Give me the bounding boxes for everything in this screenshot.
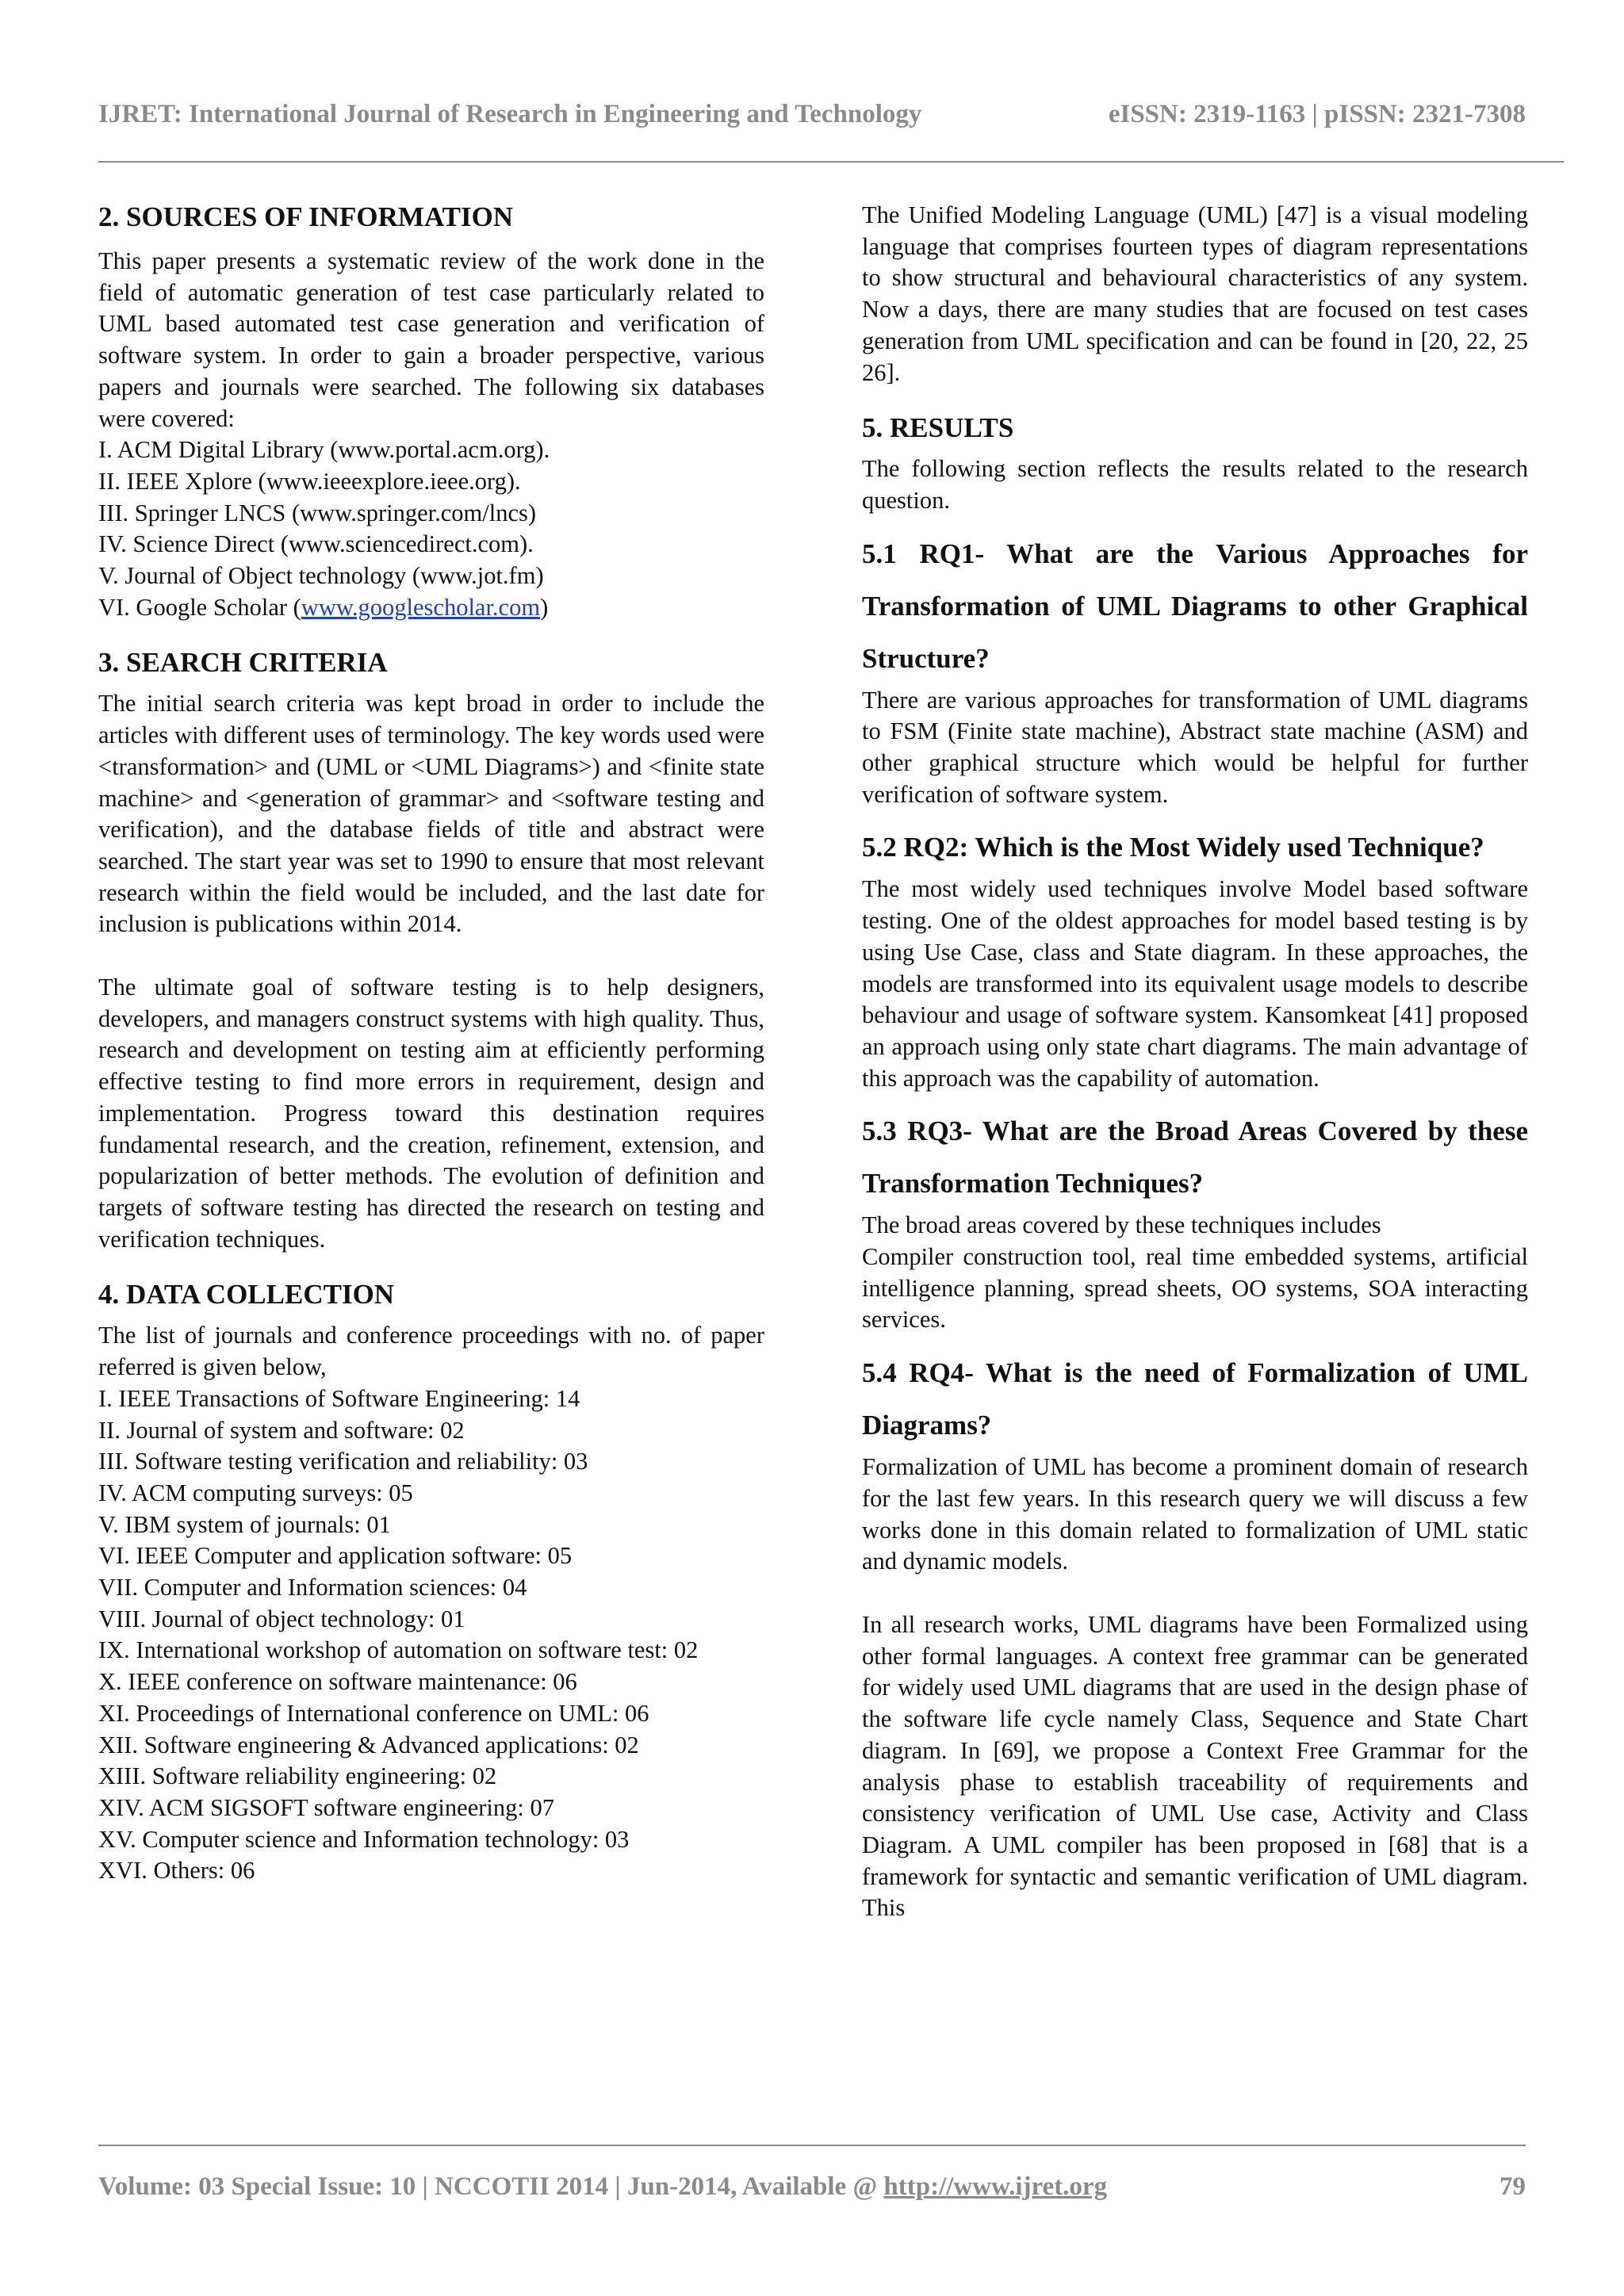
section-5-1-paragraph: There are various approaches for transformation of UML diagrams to FSM (Finite state machine), Abstract state machine (ASM) and other graphical structure which would be helpful for further verification of software system. [862,686,1528,808]
section-2-title: 2. SOURCES OF INFORMATION [98,201,514,232]
list-item: XI. Proceedings of International conference on UML: 06 [98,1699,649,1727]
list-item: XII. Software engineering & Advanced applications: 02 [98,1731,639,1758]
section-3-paragraph-1: The initial search criteria was kept broad in order to include the articles with different uses of terminology. The key words used were <transformation> and (UML or <UML Diagrams>) and <finite state machine> and <generation of grammar> and <software testing and verification), and the database fields of title and abstract were searched. The start year was set to 1990 to ensure that most relevant research within the field would be included, and the last date for inclusion is publications within 2014. [98,690,764,938]
list-item: XVI. Others: 06 [98,1857,255,1885]
section-5-1-title: 5.1 RQ1- What are the Various Approaches for Transformation of UML Diagrams to other Graphical Structure? [862,538,1528,674]
footer-rule [98,2145,1526,2146]
list-item: I. IEEE Transactions of Software Engineering: 14 [98,1384,580,1412]
uml-paragraph: The Unified Modeling Language (UML) [47] is a visual modeling language that comprises fourteen types of diagram representations to show structural and behavioural characteristics of any system. Now a days, there are many studies that are focused on test cases generation from UML specification and can be found in [20, 22, 25 26]. [862,201,1528,386]
list-item: I. ACM Digital Library (www.portal.acm.org). [98,436,550,464]
list-item: XIII. Software reliability engineering: 02 [98,1762,497,1790]
list-item: VII. Computer and Information sciences: 04 [98,1574,527,1601]
db6-prefix: VI. Google Scholar ( [98,593,301,621]
page-number: 79 [1500,2172,1526,2201]
section-3-paragraph-2: The ultimate goal of software testing is to help designers, developers, and managers construct systems with high quality. Thus, research and development on testing aim at efficiently performing effective testing to find more errors in requirement, design and implementation. Progress toward this destination requires fundamental research, and the creation, refinement, extension, and popularization of better methods. The evolution of definition and targets of software testing has directed the research on testing and verification techniques. [98,974,764,1253]
list-item: VIII. Journal of object technology: 01 [98,1605,465,1632]
list-item: VI. IEEE Computer and application software: 05 [98,1542,573,1570]
section-5-2-title: 5.2 RQ2: Which is the Most Widely used Technique? [862,832,1484,863]
list-item: XV. Computer science and Information technology: 03 [98,1825,630,1853]
database-list [98,434,764,623]
section-4-paragraph: The list of journals and conference proceedings with no. of paper referred is given below, [98,1322,764,1381]
list-item: V. Journal of Object technology (www.jot.fm) [98,562,544,590]
list-item: III. Springer LNCS (www.springer.com/lncs) [98,499,537,526]
section-4-title: 4. DATA COLLECTION [98,1279,395,1311]
section-5-3-paragraph-1: The broad areas covered by these techniques includes [862,1211,1381,1239]
list-item: IV. Science Direct (www.sciencedirect.com). [98,530,534,558]
section-5-3-title: 5.3 RQ3- What are the Broad Areas Covered by these Transformation Techniques? [862,1115,1528,1200]
googlescholar-link[interactable]: www.googlescholar.com [301,593,541,621]
right-column [862,200,1528,1924]
section-5-2-paragraph: The most widely used techniques involve Model based software testing. One of the oldest approaches for model based testing is by using Use Case, class and State diagram. In these approaches, the models are transformed into its equivalent usage models to describe behaviour and usage of software system. Kansomkeat [41] proposed an approach using only state chart diagrams. The main advantage of this approach was the capability of automation. [862,875,1528,1092]
journal-list [98,1383,764,1887]
list-item: III. Software testing verification and reliability: 03 [98,1448,588,1475]
list-item: V. IBM system of journals: 01 [98,1510,391,1538]
list-item [98,592,764,624]
section-5-4-paragraph-2: In all research works, UML diagrams have been Formalized using other formal languages. A context free grammar can be generated for widely used UML diagrams that are used in the design phase of the software life cycle namely Class, Sequence and State Chart diagram. In [69], we propose a Context Free Grammar for the analysis phase to establish traceability of requirements and consistency verification of UML Use case, Activity and Class Diagram. A UML compiler has been proposed in [68] that is a framework for syntactic and semantic verification of UML diagram. This [862,1610,1528,1922]
list-item: X. IEEE conference on software maintenance: 06 [98,1668,577,1696]
journal-title: IJRET: International Journal of Research in Engineering and Technology [98,100,922,128]
section-5-title: 5. RESULTS [862,412,1014,444]
db6-suffix: ) [540,593,549,621]
list-item: II. IEEE Xplore (www.ieeexplore.ieee.org). [98,467,521,495]
running-header [98,100,1526,132]
section-5-3-paragraph-2: Compiler construction tool, real time embedded systems, artificial intelligence planning, spread sheets, OO systems, SOA interacting services. [862,1243,1528,1334]
section-5-4-paragraph-1: Formalization of UML has become a prominent domain of research for the last few years. In this research query we will discuss a few works done in this domain related to formalization of UML static and dynamic models. [862,1453,1528,1575]
ijret-link[interactable]: http://www.ijret.org [883,2172,1108,2201]
list-item: IV. ACM computing surveys: 05 [98,1479,413,1506]
section-5-4-title: 5.4 RQ4- What is the need of Formalization of UML Diagrams? [862,1357,1528,1441]
list-item: IX. International workshop of automation on software test: 02 [98,1636,699,1664]
header-rule [98,161,1564,163]
left-column [98,200,764,1887]
section-2-paragraph: This paper presents a systematic review of the work done in the field of automatic generation of test case particularly related to UML based automated test case generation and verification of software system. In order to gain a broader perspective, various papers and journals were searched. The following six databases were covered: [98,247,764,432]
footer-text: Volume: 03 Special Issue: 10 | NCCOTII 2014 | Jun-2014, Available @ [98,2172,884,2201]
list-item: XIV. ACM SIGSOFT software engineering: 07 [98,1793,554,1821]
section-3-title: 3. SEARCH CRITERIA [98,647,388,679]
list-item: II. Journal of system and software: 02 [98,1416,465,1444]
section-5-paragraph: The following section reflects the results related to the research question. [862,455,1528,514]
issn: eISSN: 2319-1163 | pISSN: 2321-7308 [1108,100,1526,128]
